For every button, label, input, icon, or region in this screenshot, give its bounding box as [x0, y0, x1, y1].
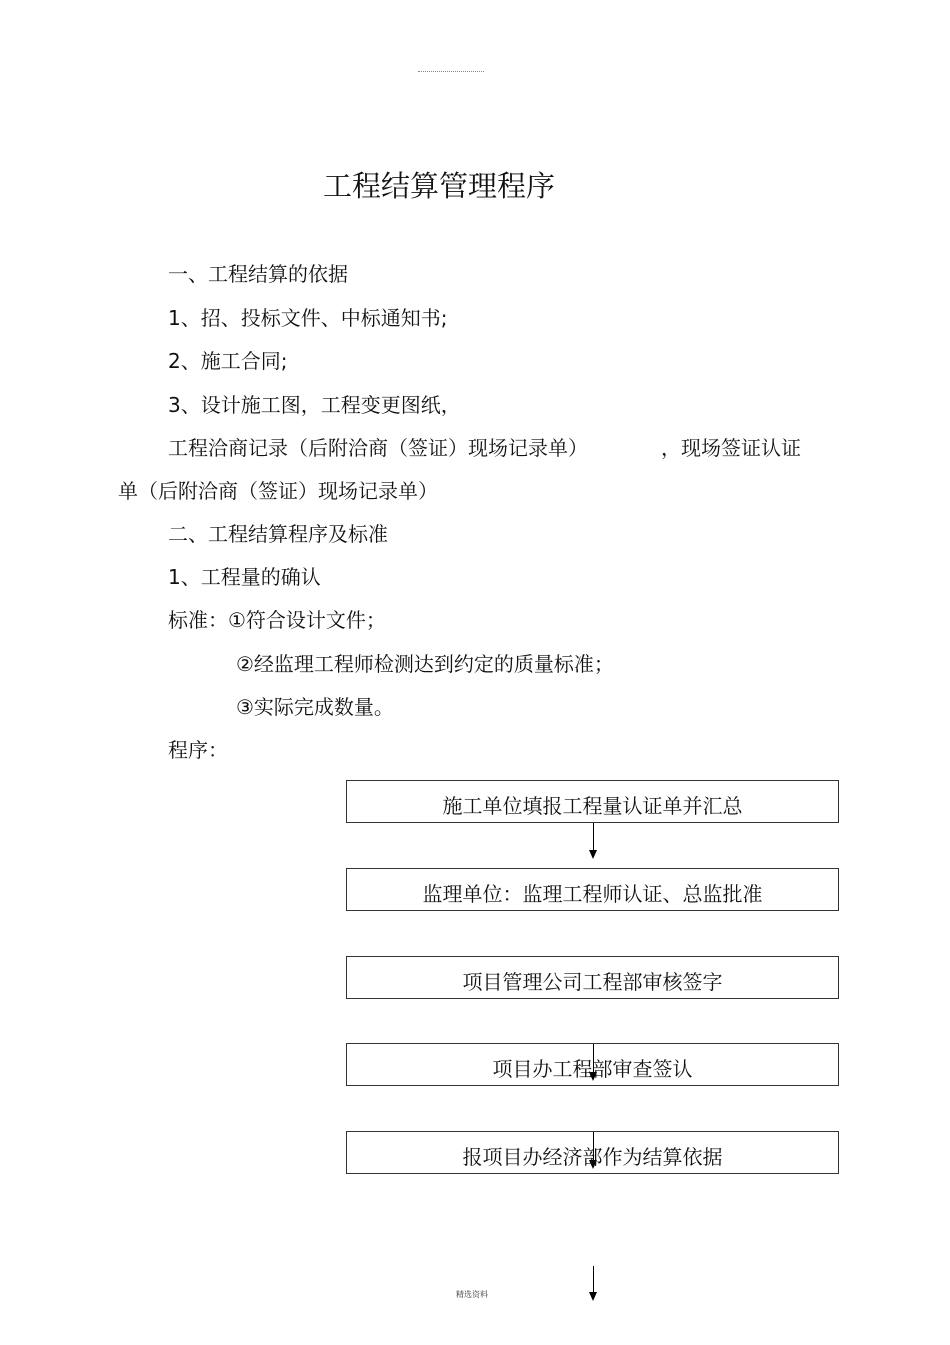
flow-step-1: 施工单位填报工程量认证单并汇总: [346, 780, 839, 823]
flow-arrow-1: [593, 823, 594, 857]
footer-label: 精选资料: [456, 1290, 488, 1299]
standard-2: ②经监理工程师检测达到约定的质量标准；: [236, 652, 614, 676]
basis-item-2: 2、施工合同;: [168, 349, 288, 373]
flow-step-5: 报项目办经济部作为结算依据: [346, 1131, 839, 1174]
procedure-item-1: 1、工程量的确认: [168, 565, 321, 589]
flow-step-2: 监理单位：监理工程师认证、总监批准: [346, 868, 839, 911]
section-heading-basis: 一、工程结算的依据: [168, 262, 348, 286]
basis-item-4-continuation: 单（后附洽商（签证）现场记录单）: [118, 479, 438, 503]
basis-item-1: 1、招、投标文件、中标通知书;: [168, 306, 448, 330]
document-title: 工程结算管理程序: [322, 169, 555, 203]
header-dotted-rule: [418, 71, 484, 72]
basis-item-4-part1: 工程洽商记录（后附洽商（签证）现场记录单）: [168, 436, 588, 460]
procedure-label: 程序：: [168, 738, 228, 762]
flow-step-3: 项目管理公司工程部审核签字: [346, 956, 839, 999]
standard-3: ③实际完成数量。: [236, 695, 394, 719]
standard-1: 标准：①符合设计文件；: [168, 608, 386, 632]
basis-item-4-part2: ，现场签证认证: [661, 436, 801, 460]
section-heading-procedure: 二、工程结算程序及标准: [168, 522, 388, 546]
flow-step-4: 项目办工程部审查签认: [346, 1043, 839, 1086]
basis-item-3: 3、设计施工图，工程变更图纸，: [168, 393, 461, 417]
